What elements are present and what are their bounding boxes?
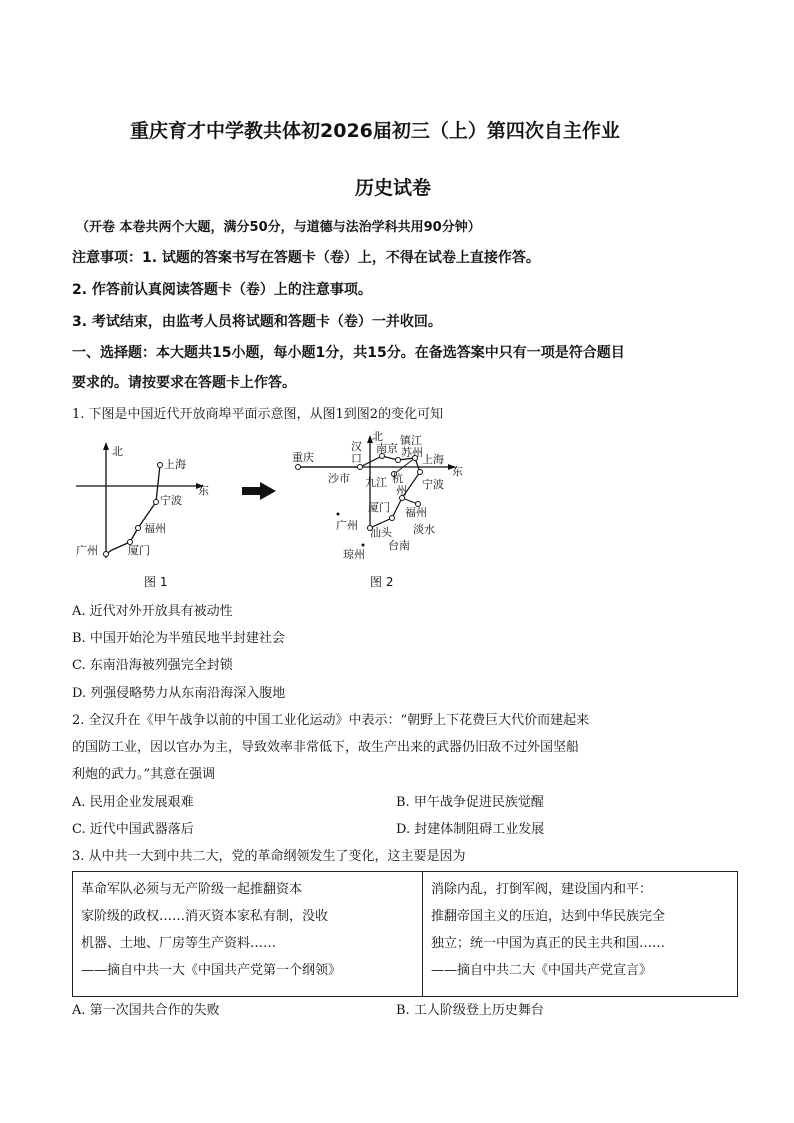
fig2-xiamen: 厦门 <box>368 501 390 514</box>
right-line-3: 独立；统一中国为真正的民主共和国…… <box>431 936 666 951</box>
q2-stem-line-2: 的国防工业，因以官办为主，导致效率非常低下，故生产出来的武器仍旧敌不过外国坚船 <box>72 740 580 755</box>
q1-map-figure <box>70 430 490 590</box>
q3-source-table <box>72 871 738 997</box>
fig1-guangzhou: 广州 <box>76 544 98 557</box>
left-line-3: 机器、土地、厂房等生产资料…… <box>81 936 277 951</box>
fig2-fuzhou: 福州 <box>405 506 427 519</box>
right-line-4: ——摘自中共二大《中国共产党宣言》 <box>431 963 653 978</box>
exam-info: （开卷 本卷共两个大题，满分50分，与道德与法治学科共用90分钟） <box>76 220 481 235</box>
fig2-ningbo: 宁波 <box>422 478 444 491</box>
fig2-tainan: 台南 <box>388 539 410 552</box>
fig2-jiujiang: 九江 <box>365 476 387 489</box>
fig1-north: 北 <box>112 445 123 458</box>
fig2-hankou-2: 口 <box>351 452 362 465</box>
fig2-map <box>292 430 463 589</box>
fig2-shantou: 汕头 <box>370 526 392 539</box>
q1-option-a[interactable]: A. 近代对外开放具有被动性 <box>72 604 233 619</box>
right-line-1: 消除内乱，打倒军阀，建设国内和平： <box>431 882 653 897</box>
notice-3: 3. 考试结束，由监考人员将试题和答题卡（卷）一并收回。 <box>72 314 442 330</box>
q2-option-c[interactable]: C. 近代中国武器落后 <box>72 822 194 837</box>
section-heading: 一、选择题：本大题共15小题，每小题1分，共15分。在备选答案中只有一项是符合题目 <box>72 345 625 361</box>
table-divider <box>422 872 423 996</box>
fig2-nanjing: 南京 <box>376 442 398 455</box>
exam-title: 重庆育才中学教共体初2026届初三（上）第四次自主作业 <box>130 120 620 142</box>
q1-option-d[interactable]: D. 列强侵略势力从东南沿海深入腹地 <box>72 686 286 701</box>
fig2-caption: 图 2 <box>370 575 394 589</box>
exam-subject: 历史试卷 <box>355 177 432 199</box>
fig1-caption: 图 1 <box>144 575 168 589</box>
notice-1: 注意事项：1. 试题的答案书写在答题卡（卷）上，不得在试卷上直接作答。 <box>72 250 540 266</box>
q2-stem-line-1: 2. 全汉升在《甲午战争以前的中国工业化运动》中表示：“朝野上下花费巨大代价而建起来 <box>72 713 590 728</box>
fig2-qiongzhou: 琼州 <box>343 548 365 561</box>
left-line-4: ——摘自中共一大《中国共产党第一个纲领》 <box>81 963 342 978</box>
fig2-danshui: 淡水 <box>413 523 435 536</box>
fig2-hangzhou-1: 杭 <box>392 472 403 485</box>
q1-option-c[interactable]: C. 东南沿海被列强完全封锁 <box>72 658 233 673</box>
q2-option-a[interactable]: A. 民用企业发展艰难 <box>72 795 194 810</box>
table-cell-left <box>81 876 341 984</box>
q1-option-b[interactable]: B. 中国开始沦为半殖民地半封建社会 <box>72 631 285 646</box>
fig2-chongqing: 重庆 <box>292 451 314 464</box>
q3-option-a[interactable]: A. 第一次国共合作的失败 <box>72 1003 220 1018</box>
right-arrow-icon <box>242 482 276 500</box>
table-cell-right <box>431 876 665 984</box>
left-line-1: 革命军队必须与无产阶级一起推翻资本 <box>81 882 303 897</box>
fig2-shashi: 沙市 <box>328 472 350 485</box>
fig2-shanghai: 上海 <box>422 453 444 466</box>
fig1-map <box>76 442 209 589</box>
fig1-shanghai: 上海 <box>164 458 186 471</box>
fig2-guangzhou: 广州 <box>336 519 358 532</box>
fig2-hankou-1: 汉 <box>351 440 362 453</box>
q2-stem-line-3: 利炮的武力。”其意在强调 <box>72 767 216 782</box>
section-heading-cont: 要求的。请按要求在答题卡上作答。 <box>72 375 296 391</box>
q1-stem: 1. 下图是中国近代开放商埠平面示意图，从图1到图2的变化可知 <box>72 407 444 422</box>
q3-stem: 3. 从中共一大到中共二大，党的革命纲领发生了变化，这主要是因为 <box>72 849 466 864</box>
left-line-2: 家阶级的政权……消灭资本家私有制，没收 <box>81 909 329 924</box>
fig2-north: 北 <box>372 430 383 443</box>
fig1-xiamen: 厦门 <box>128 544 150 557</box>
q2-option-b[interactable]: B. 甲午战争促进民族觉醒 <box>396 795 544 810</box>
fig1-east: 东 <box>198 484 209 497</box>
notice-2: 2. 作答前认真阅读答题卡（卷）上的注意事项。 <box>72 282 372 298</box>
fig2-suzhou: 苏州 <box>401 446 423 459</box>
fig2-zhenjiang: 镇江 <box>400 434 422 447</box>
fig2-east: 东 <box>452 465 463 478</box>
fig2-hangzhou-2: 州 <box>396 484 407 497</box>
q3-option-b[interactable]: B. 工人阶级登上历史舞台 <box>396 1003 544 1018</box>
right-line-2: 推翻帝国主义的压迫，达到中华民族完全 <box>431 909 666 924</box>
fig1-fuzhou: 福州 <box>144 522 166 535</box>
q2-option-d[interactable]: D. 封建体制阻碍工业发展 <box>396 822 545 837</box>
fig1-ningbo: 宁波 <box>160 494 182 507</box>
